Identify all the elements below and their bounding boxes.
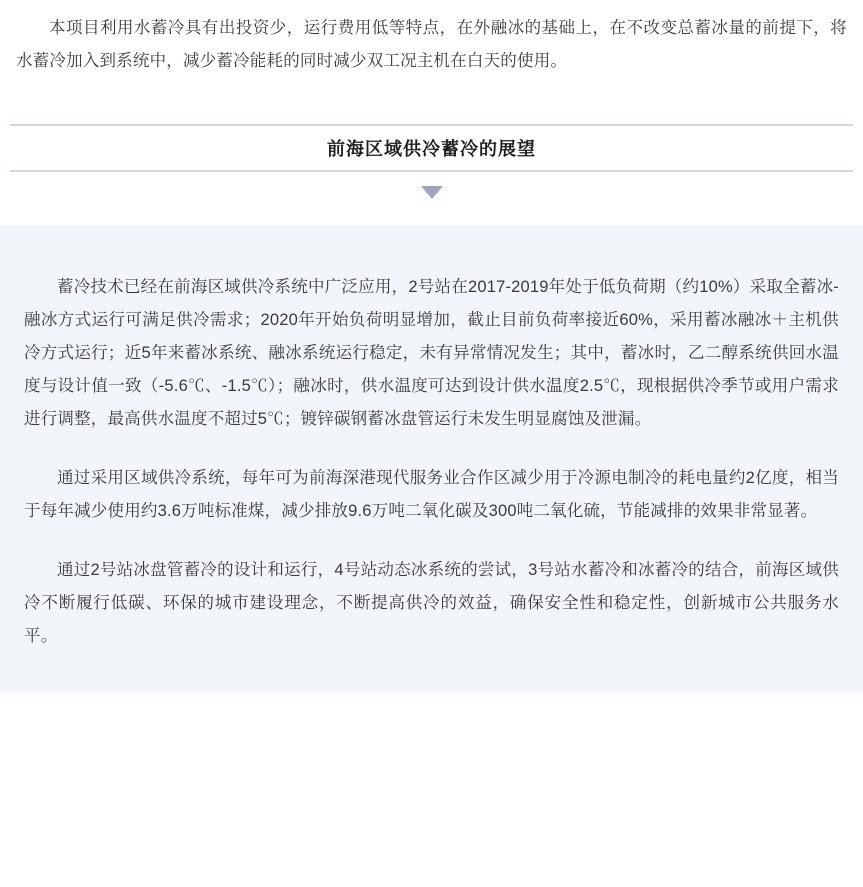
section-heading-title: 前海区域供冷蓄冷的展望: [327, 139, 536, 159]
content-paragraph-1: 蓄冷技术已经在前海区域供冷系统中广泛应用，2号站在2017-2019年处于低负荷期（约10%）采取全蓄冰-融冰方式运行可满足供冷需求；2020年开始负荷明显增加，截止目前负荷率接近60%，采用蓄冰融冰＋主机供冷方式运行；近5年来蓄冰系统、融冰系统运行稳定，未有异常情况发生；其中，蓄冰时，乙二醇系统供回水温度与设计值一致（-5.6℃、-1.5℃）；融冰时，供水温度可达到设计供水温度2.5℃，现根据供冷季节或用户需求进行调整，最高供水温度不超过5℃；镀锌碳钢蓄冰盘管运行未发生明显腐蚀及泄漏。: [24, 278, 839, 428]
arrow-down-icon: [421, 186, 443, 199]
content-paragraph-3: 通过2号站冰盘管蓄冷的设计和运行，4号站动态冰系统的尝试，3号站水蓄冷和冰蓄冷的结合，前海区域供冷不断履行低碳、环保的城市建设理念，不断提高供冷的效益，确保安全性和稳定性，创新城市公共服务水平。: [24, 561, 839, 645]
intro-paragraph: 本项目利用水蓄冷具有出投资少，运行费用低等特点，在外融冰的基础上，在不改变总蓄冰量的前提下，将水蓄冷加入到系统中，减少蓄冷能耗的同时减少双工况主机在白天的使用。: [16, 19, 847, 70]
content-paragraph-2: 通过采用区域供冷系统，每年可为前海深港现代服务业合作区减少用于冷源电制冷的耗电量约2亿度，相当于每年减少使用约3.6万吨标准煤，减少排放9.6万吨二氧化碳及300吨二氧化硫，节能减排的效果非常显著。: [24, 469, 839, 520]
section-heading: [10, 124, 853, 172]
section-heading-container: [0, 124, 863, 199]
intro-section: [0, 0, 863, 102]
content-panel: [0, 225, 863, 693]
